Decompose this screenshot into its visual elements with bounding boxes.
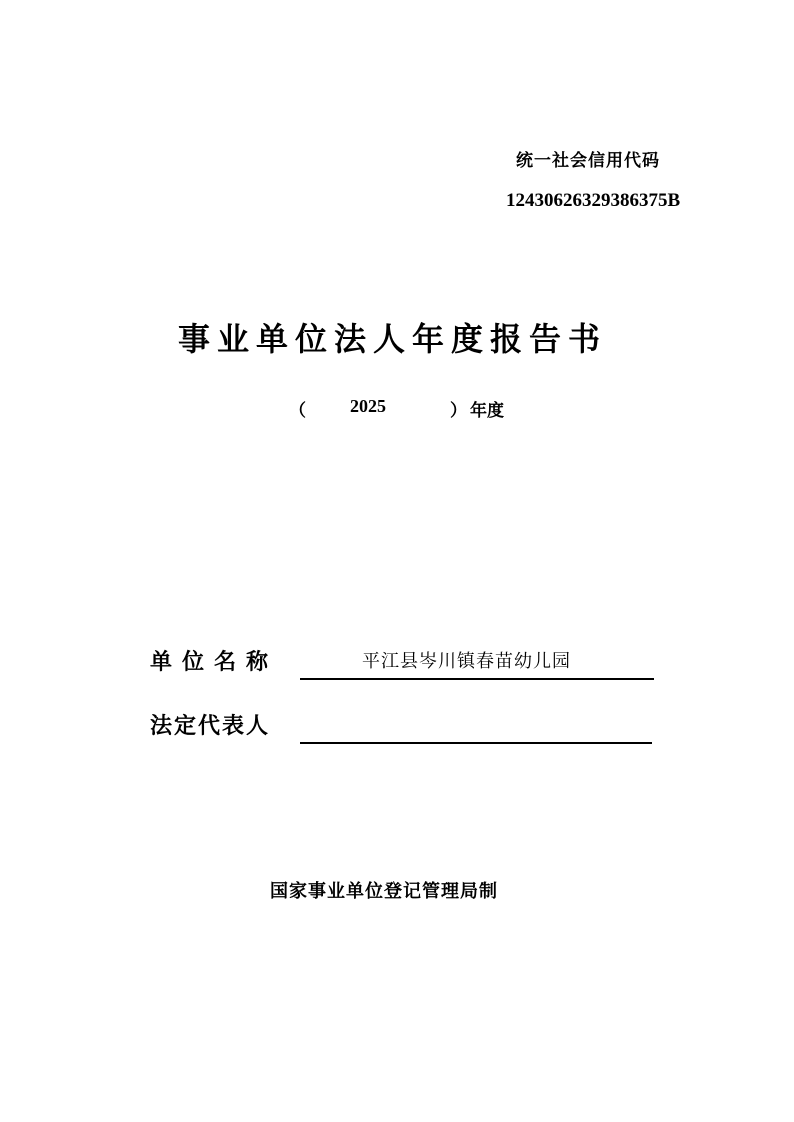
report-year-value: 2025 bbox=[350, 396, 386, 416]
unit-name-value: 平江县岑川镇春苗幼儿园 bbox=[362, 651, 571, 672]
credit-code-label: 统一社会信用代码 bbox=[516, 151, 660, 171]
unit-name-label: 单位名称 bbox=[150, 650, 279, 675]
document-title: 事业单位法人年度报告书 bbox=[178, 320, 608, 358]
report-year-line bbox=[0, 396, 794, 420]
year-open-paren: （ bbox=[289, 401, 306, 421]
report-year-suffix: 年度 bbox=[470, 401, 504, 421]
credit-code-value: 12430626329386375B bbox=[506, 190, 681, 211]
issuer-statement: 国家事业单位登记管理局制 bbox=[270, 881, 498, 902]
legal-representative-label: 法定代表人 bbox=[150, 714, 271, 739]
year-close-paren: ） bbox=[450, 401, 467, 421]
legal-representative-underline bbox=[300, 742, 652, 744]
unit-name-underline bbox=[300, 678, 654, 680]
